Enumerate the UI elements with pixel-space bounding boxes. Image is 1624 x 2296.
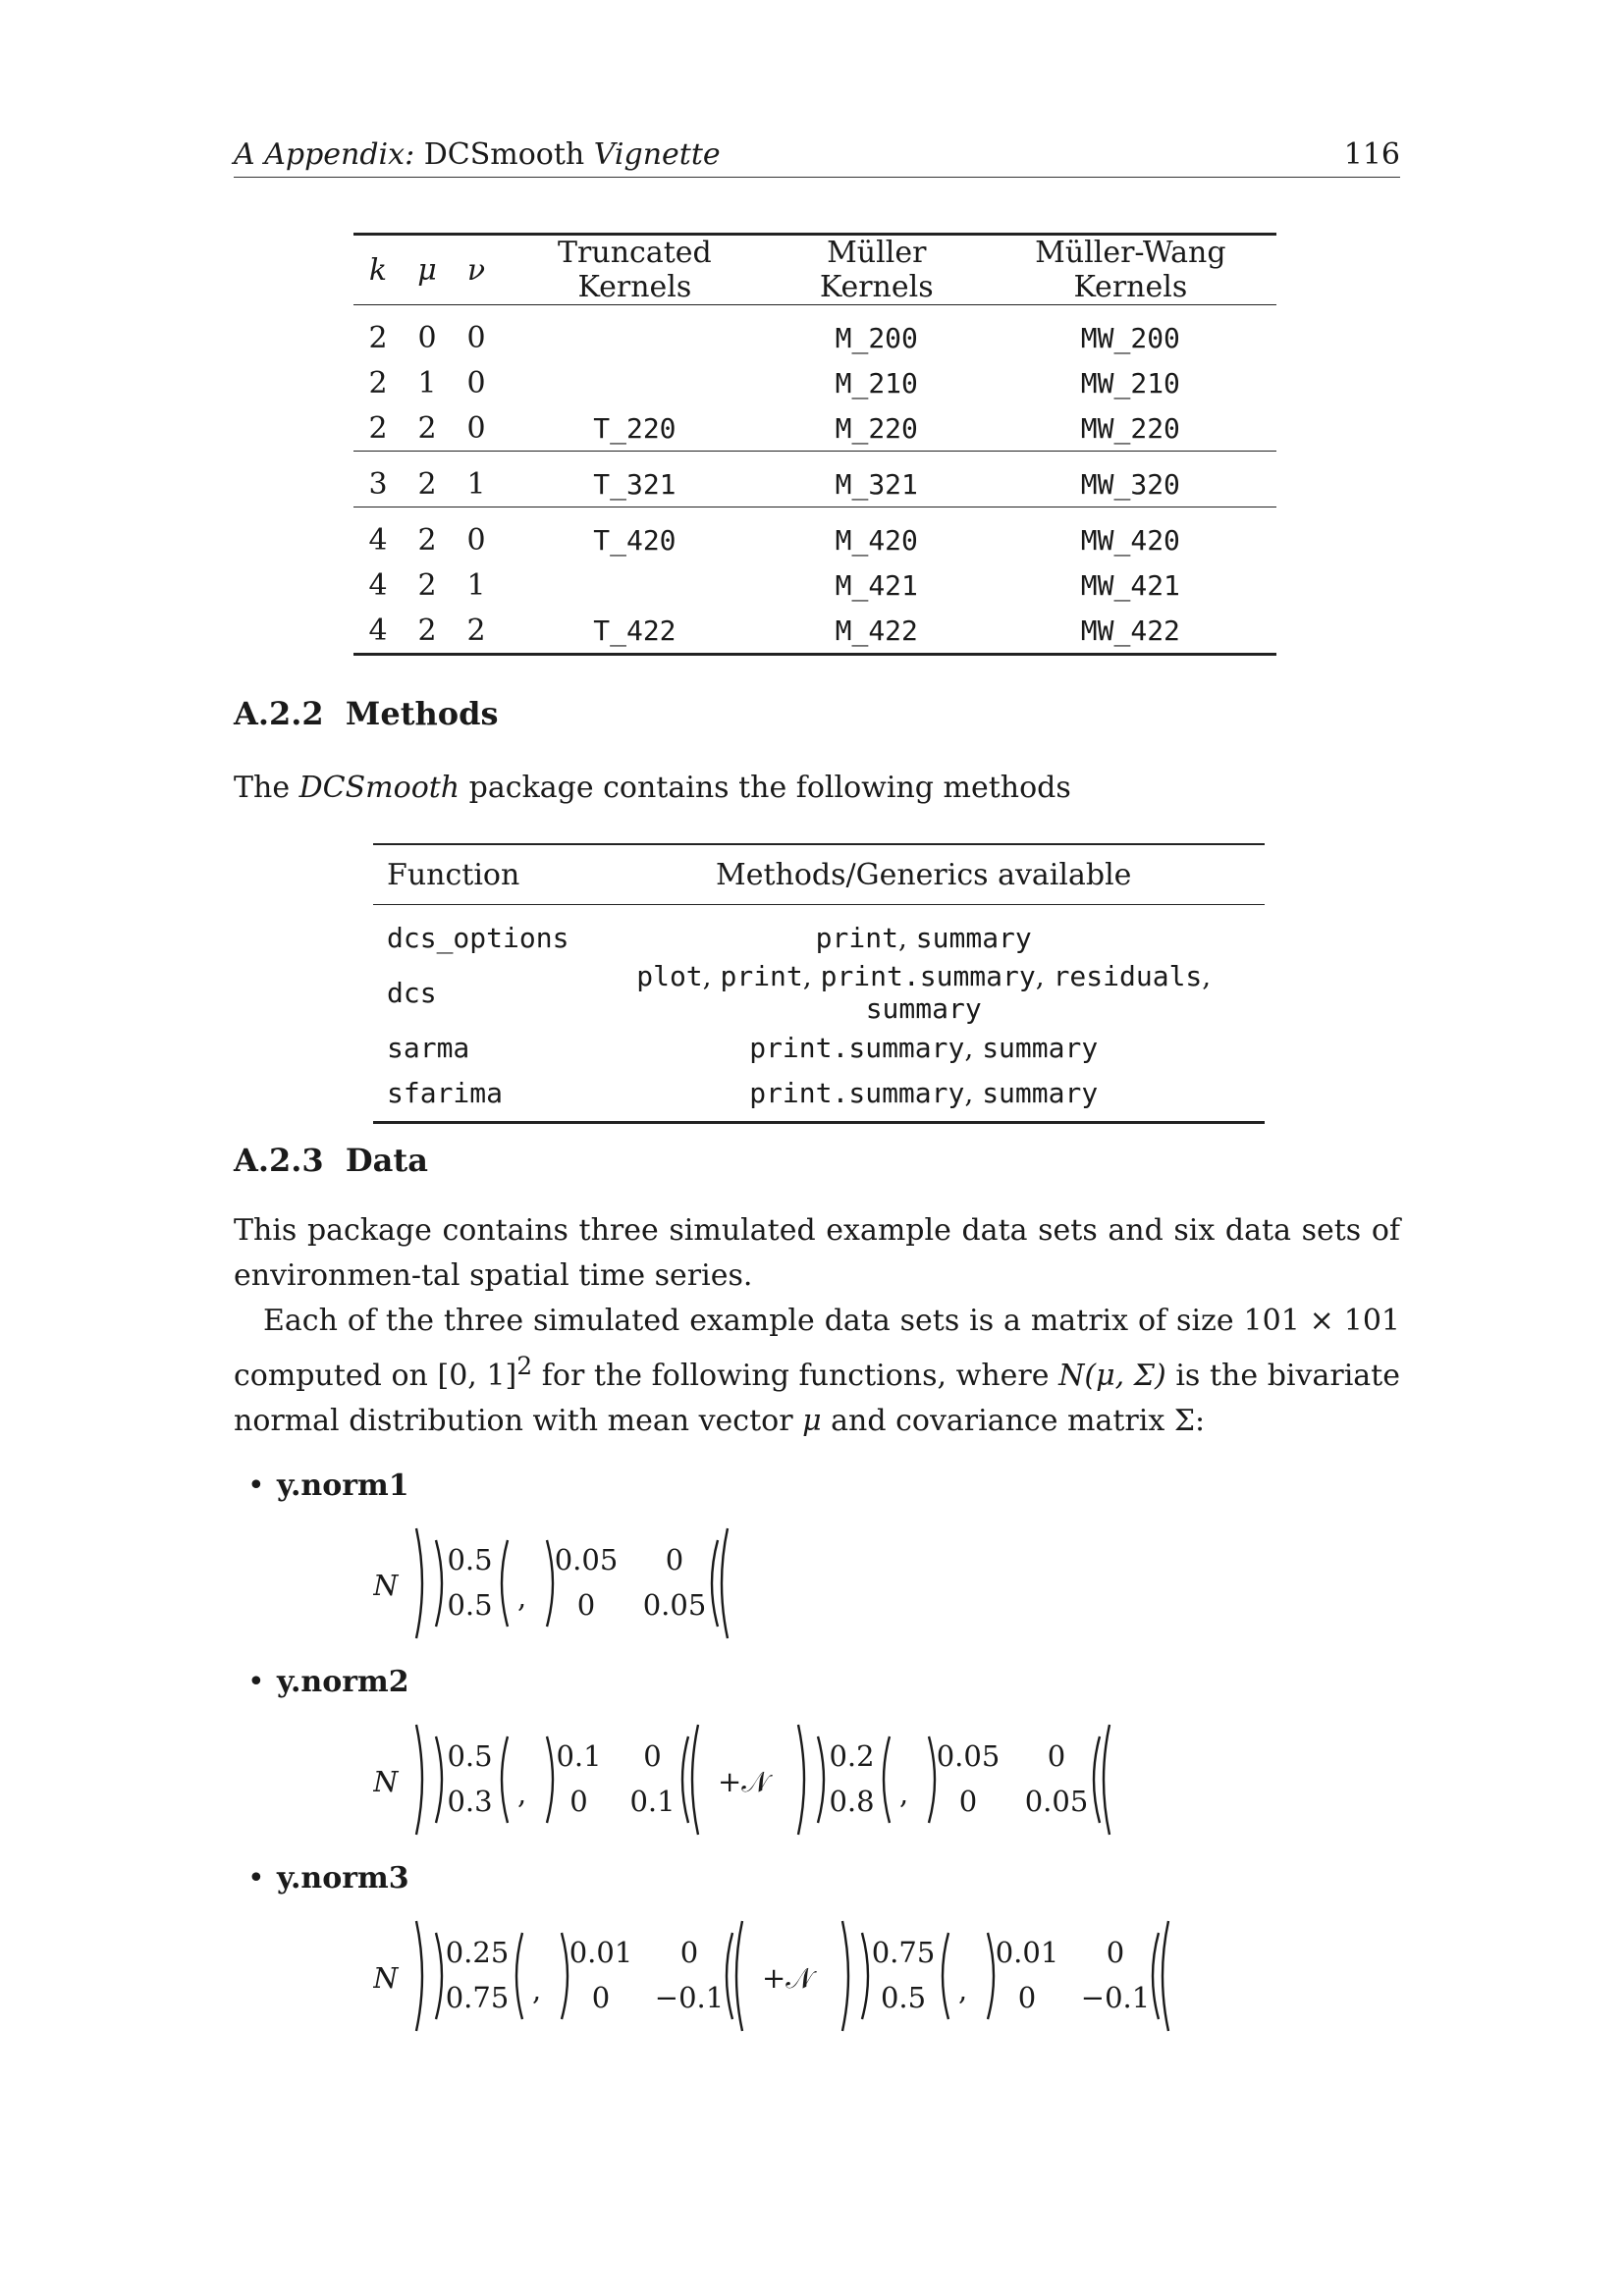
outer-left-paren [416,1528,422,1638]
page-number: 116 [1343,137,1400,172]
mu-value: 1 [417,365,437,400]
vector-left-paren [436,1933,442,2019]
cov-value: 0.1 [556,1739,602,1773]
header-title [234,137,721,172]
matrix-left-paren [562,1933,568,2019]
methods-row [373,905,1265,961]
vector-right-paren [502,1540,508,1627]
method-name: summary [982,1076,1099,1109]
mu-value: 2 [417,567,437,603]
cov-value: 0.05 [554,1543,619,1576]
methods-intro [234,766,1400,811]
method-name: summary [982,1031,1099,1064]
matrix-right-paren [682,1736,688,1823]
nu-value: 0 [452,405,501,452]
comma: , [958,1973,968,2006]
k-value: 2 [353,405,403,452]
vector-left-paren [436,1736,442,1823]
truncated-kernel: T_220 [501,405,769,452]
methods-table-body [373,905,1265,1123]
data-heading-number: A.2.3 [234,1142,324,1179]
muller-kernel: M_200 [835,321,918,354]
muller-wang-kernel: MW_420 [1080,523,1180,557]
mu-value: 2 [403,452,452,507]
mean-value: 0.8 [829,1785,875,1818]
method-name: summary [865,992,982,1025]
methods-list: print.summary, summary [582,1070,1265,1123]
methods-row [373,1070,1265,1123]
muller-kernel: M_420 [835,523,918,557]
para2-text-d: is the bivariate normal distribution with mean vector [234,1359,1400,1438]
domain: [0, 1] [437,1359,517,1393]
cov-value: 0.05 [936,1739,1001,1773]
outer-left-paren [416,1725,422,1835]
methods-intro-post: package contains the following methods [460,771,1071,805]
data-paragraph-2 [234,1299,1400,1444]
vector-left-paren [436,1540,442,1627]
cov-value: 0.05 [1024,1785,1089,1818]
method-name: print [815,921,898,954]
running-header [234,132,1400,178]
method-name: print.summary [749,1031,965,1064]
truncated-kernel [501,305,769,361]
mean-value: 0.5 [447,1588,493,1622]
methods-row [373,1025,1265,1070]
cov-value: 0 [1106,1936,1125,1969]
nu-value: 0 [466,365,486,400]
muller-kernel: M_422 [769,608,985,655]
mean-value: 0.75 [871,1936,936,1969]
truncated-kernel [501,360,769,405]
cov-value: −0.1 [654,1981,725,2014]
method-name: residuals [1053,960,1203,992]
method-name: print.summary [749,1076,965,1109]
vector-right-paren [884,1736,890,1823]
mean-value: 0.3 [447,1785,493,1818]
matrix-right-paren [1094,1736,1100,1823]
k-value: 4 [368,567,388,603]
truncated-kernel: T_321 [501,452,769,507]
bullet-y-norm3: • y.norm3 [277,1861,409,1896]
mean-value: 0.5 [447,1543,493,1576]
matrix-right-paren [1153,1933,1159,2019]
header-vignette-label: Vignette [593,137,721,172]
comma: , [899,1777,909,1810]
plus-normal-symbol: +𝒩 [718,1765,770,1798]
matrix-left-paren [547,1540,553,1627]
cov-value: 0 [643,1739,662,1773]
mean-value: 0.5 [447,1739,493,1773]
k-value: 4 [368,522,388,558]
method-name: summary [915,921,1032,954]
outer-left-paren [798,1725,804,1835]
matrix-left-paren [929,1736,935,1823]
outer-left-paren [416,1921,422,2031]
col-muller-wang: Müller-Wang Kernels [1035,236,1226,304]
muller-wang-kernel: MW_422 [985,608,1276,655]
vector-right-paren [943,1933,948,2019]
methods-intro-package: DCSmooth [298,771,460,805]
normal-symbol: N [373,1765,399,1798]
plus-normal-symbol: +𝒩 [762,1961,814,1995]
cov-value: 0 [679,1936,699,1969]
mean-value: 0.2 [829,1739,875,1773]
muller-wang-kernel: MW_220 [985,405,1276,452]
cov-value: −0.1 [1080,1981,1151,2014]
col-nu: ν [466,252,486,288]
muller-kernel: M_421 [835,568,918,602]
muller-wang-kernel: MW_200 [1080,321,1180,354]
kernel-row [353,452,1276,507]
k-value: 2 [368,365,388,400]
comma: , [532,1973,542,2006]
kernel-row [353,305,1276,361]
outer-right-paren [722,1528,728,1638]
outer-right-paren [692,1725,698,1835]
vector-right-paren [502,1736,508,1823]
data-heading [234,1142,428,1179]
header-package-name: DCSmooth [423,137,585,172]
nu-value: 1 [452,452,501,507]
mean-value: 0.5 [880,1981,927,2014]
bullet-y-norm1: • y.norm1 [277,1468,409,1503]
outer-right-paren [1163,1921,1168,2031]
para2-text-a: Each of the three simulated example data sets is a matrix of size [263,1304,1244,1338]
cov-value: 0 [1017,1981,1037,2014]
muller-wang-kernel: MW_421 [1080,568,1180,602]
para2-text-f: : [1195,1404,1206,1438]
cov-value: 0 [958,1785,978,1818]
nu-value: 0 [466,522,486,558]
para2-text-b: computed on [234,1359,438,1393]
muller-wang-kernel: MW_320 [985,452,1276,507]
kernel-row [353,608,1276,655]
formula-y-norm3 [373,1919,1218,2037]
kernel-table-body [353,305,1276,655]
cov-value: 0.01 [568,1936,633,1969]
col-truncated: Truncated Kernels [558,236,712,304]
sigma-symbol: Σ [1173,1404,1196,1438]
nu-value: 2 [452,608,501,655]
mu-value: 0 [417,320,437,355]
kernel-row [353,360,1276,405]
comma: , [517,1777,527,1810]
matrix-right-paren [727,1933,732,2019]
header-appendix-label: A Appendix: [234,137,415,172]
col-mu: μ [417,252,437,288]
mu-value: 2 [417,522,437,558]
para2-text-e: and covariance matrix [821,1404,1174,1438]
matrix-size: 101 × 101 [1243,1304,1400,1338]
truncated-kernel [501,562,769,608]
cov-value: 0 [665,1543,684,1576]
function-name: dcs [387,976,437,1009]
outer-right-paren [1104,1725,1110,1835]
method-name: plot [636,960,703,992]
kernel-row [353,507,1276,563]
cov-value: 0 [569,1785,588,1818]
col-muller: Müller Kernels [819,236,934,304]
para2-text-c: for the following functions, where [532,1359,1059,1393]
muller-kernel: M_220 [769,405,985,452]
cov-value: 0.1 [629,1785,676,1818]
methods-list: print, summary [815,921,1032,954]
formula-y-norm1 [373,1526,766,1644]
methods-heading-title: Methods [345,695,499,732]
cov-value: 0.01 [995,1936,1059,1969]
k-value: 4 [353,608,403,655]
outer-left-paren [842,1921,848,2031]
methods-table-header [373,844,1265,905]
muller-kernel: M_210 [835,366,918,400]
matrix-right-paren [712,1540,718,1627]
methods-list: print.summary, summary [749,1031,1099,1064]
comma: , [517,1580,527,1614]
function-name: dcs_options [387,921,569,954]
cov-value: 0 [591,1981,611,2014]
matrix-left-paren [988,1933,994,2019]
cov-value: 0.05 [642,1588,707,1622]
method-name: print.summary [820,960,1036,992]
normal-dist-symbol: N(μ, Σ) [1058,1359,1166,1393]
formula-y-norm2 [373,1723,1139,1841]
bullet-y-norm2: • y.norm2 [277,1665,409,1699]
k-value: 2 [368,320,388,355]
mu-value: 2 [403,405,452,452]
mu-value: 2 [403,608,452,655]
kernel-table-header [353,235,1276,305]
methods-row [373,960,1265,1025]
domain-exponent: 2 [516,1352,533,1380]
cov-value: 0 [576,1588,596,1622]
normal-symbol: N [373,1961,399,1995]
nu-value: 1 [466,567,486,603]
mean-value: 0.25 [445,1936,510,1969]
methods-heading [234,695,498,732]
function-name: sfarima [373,1070,582,1123]
col-methods: Methods/Generics available [716,857,1132,892]
normal-symbol: N [373,1569,399,1602]
mu-symbol: μ [802,1404,822,1438]
vector-left-paren [818,1736,824,1823]
method-name: print [720,960,803,992]
kernel-row [353,562,1276,608]
methods-table [373,843,1265,1124]
col-function: Function [387,857,520,892]
k-value: 3 [353,452,403,507]
vector-left-paren [862,1933,868,2019]
muller-kernel: M_321 [769,452,985,507]
data-heading-title: Data [345,1142,428,1179]
outer-right-paren [736,1921,742,2031]
nu-value: 0 [466,320,486,355]
mean-value: 0.75 [445,1981,510,2014]
truncated-kernel: T_420 [593,523,677,557]
methods-intro-pre: The [234,771,299,805]
truncated-kernel: T_422 [501,608,769,655]
vector-right-paren [516,1933,522,2019]
methods-list: plot, print, print.summary, residuals, summary [636,960,1212,1025]
kernel-table [353,233,1276,656]
cov-value: 0 [1047,1739,1066,1773]
kernel-row [353,405,1276,452]
col-k: k [368,252,388,288]
function-name: sarma [387,1031,470,1064]
muller-wang-kernel: MW_210 [1080,366,1180,400]
methods-heading-number: A.2.2 [234,695,324,732]
matrix-left-paren [547,1736,553,1823]
data-paragraph-1: This package contains three simulated example data sets and six data sets of environmen-tal spatial time series. [234,1213,1400,1293]
